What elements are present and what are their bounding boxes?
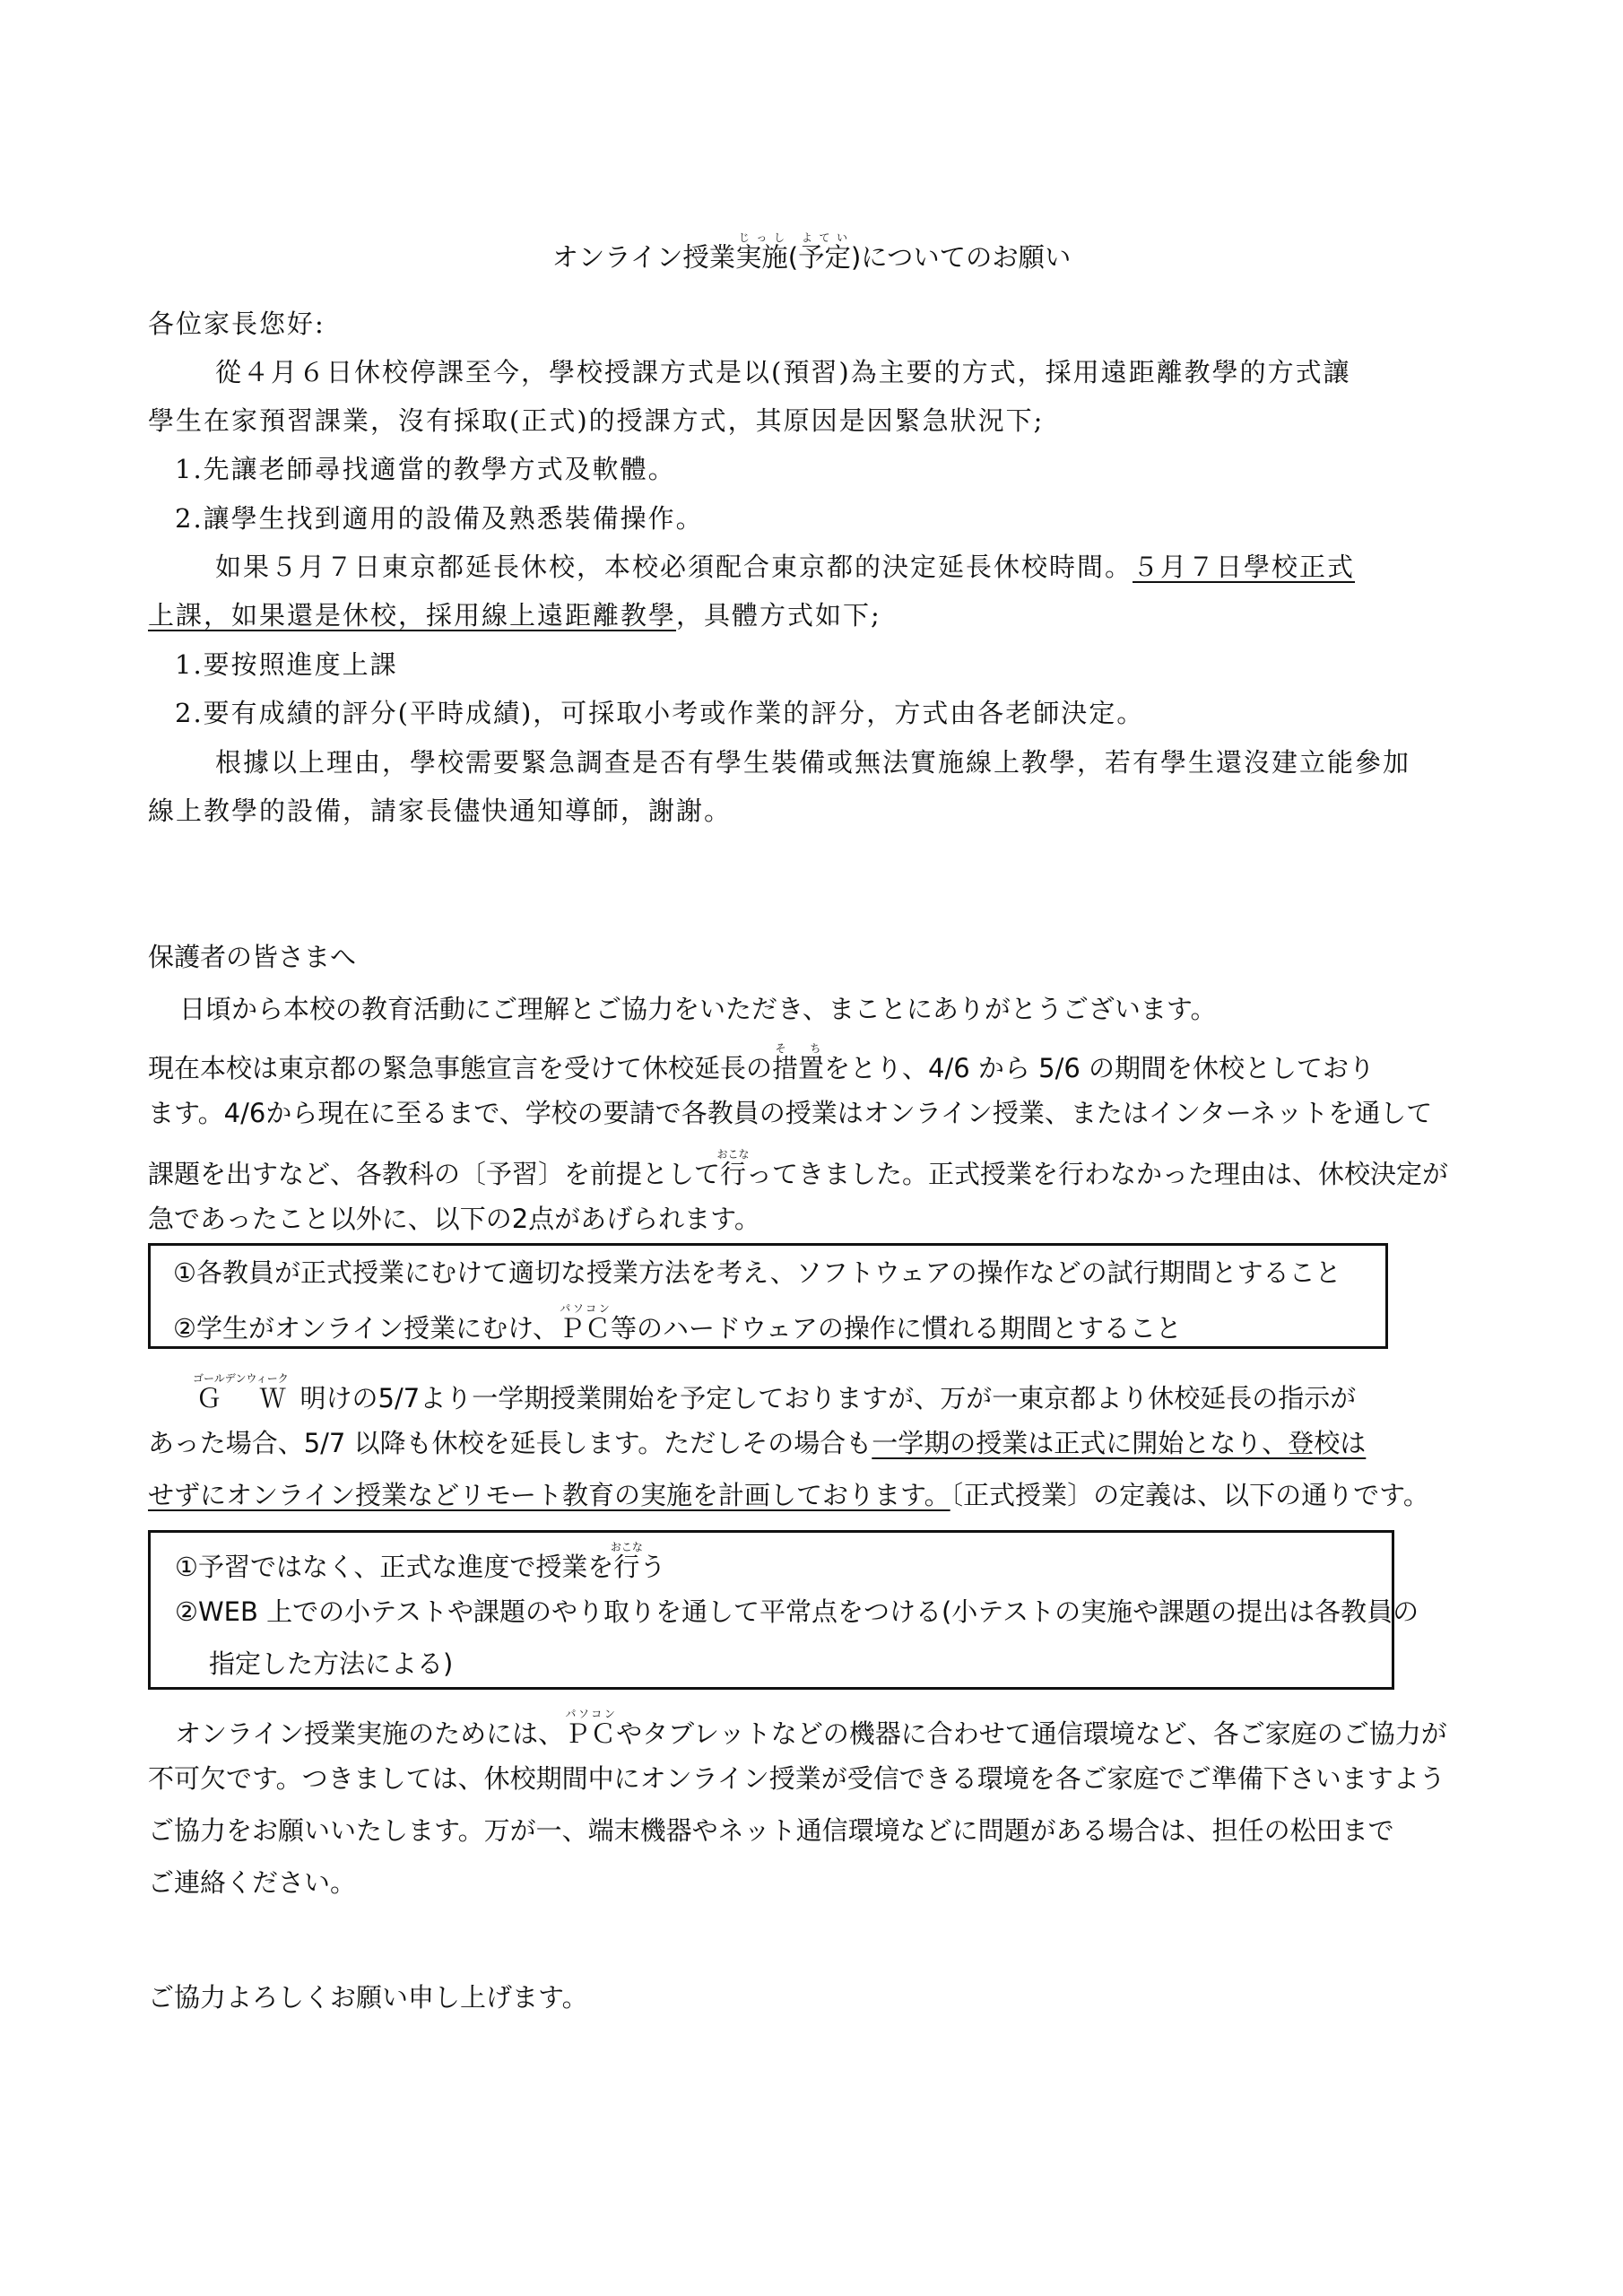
title-pre: オンライン授業 (551, 242, 736, 273)
title-open-paren: ( (787, 242, 799, 273)
title-post: )についてのお願い (850, 242, 1072, 273)
japanese-line: ます。4/6から現在に至るまで、学校の要請で各教員の授業はオンライン授業、またはインターネットを通して (148, 1098, 1433, 1128)
japanese-line: あった場合、5/7 以降も休校を延長します。ただしその場合も一学期の授業は正式に開始となり、登校は (148, 1428, 1367, 1458)
underlined-text: 一学期の授業は正式に開始となり、登校は (872, 1428, 1367, 1458)
japanese-line: 日頃から本校の教育活動にご理解とご協力をいただき、まことにありがとうございます。 (179, 994, 1217, 1024)
ruby-pc: ＰＣパソコン (564, 1708, 617, 1749)
japanese-line: 課題を出すなど、各教科の〔予習〕を前提として行おこなってきました。正式授業を行わなかった理由は、休校決定が (148, 1148, 1449, 1189)
chinese-p3-line2: 線上教學的設備，請家長儘快通知導師，謝謝。 (148, 796, 733, 826)
ruby-gw: Ｇ Ｗゴールデンウィーク (193, 1372, 289, 1413)
title-yotei: 予定よてい (798, 231, 851, 273)
chinese-underlined-text: ５月７日學校正式 (1133, 552, 1356, 582)
japanese-line: 不可欠です。つきましては、休校期間中にオンライン授業が受信できる環境を各ご家庭でご準備下さいますよう (148, 1763, 1445, 1794)
definition-item: ①予習ではなく、正式な進度で授業を行おこなう (175, 1541, 666, 1582)
underlined-text: せずにオンライン授業などリモート教育の実施を計画しております。 (148, 1480, 950, 1510)
japanese-line: ご連絡ください。 (148, 1867, 357, 1898)
japanese-line: せずにオンライン授業などリモート教育の実施を計画しております。〔正式授業〕の定義は、以下の通りです。 (148, 1480, 1429, 1510)
japanese-greeting: 保護者の皆さまへ (148, 942, 357, 972)
chinese-p1-line1: 從４月６日休校停課至今，學校授課方式是以(預習)為主要的方式，採用遠距離教學的方式讓 (215, 357, 1351, 387)
chinese-underlined-text: 上課，如果還是休校，採用線上遠距離教學 (148, 600, 677, 631)
japanese-line: ご協力をお願いいたします。万が一、端末機器やネット通信環境などに問題がある場合は、担任の松田まで (148, 1815, 1394, 1846)
title-jisshi-ruby: じっし (735, 231, 788, 244)
title-yotei-ruby: よてい (798, 231, 851, 244)
closing-line: ご協力よろしくお願い申し上げます。 (148, 1982, 588, 2013)
reasons-item: ①各教員が正式授業にむけて適切な授業方法を考え、ソフトウェアの操作などの試行期間とすること (173, 1257, 1341, 1288)
reasons-item: ②学生がオンライン授業にむけ、ＰＣパソコン等のハードウェアの操作に慣れる期間とすること (173, 1302, 1182, 1344)
chinese-list-item: 2.要有成績的評分(平時成績)，可採取小考或作業的評分，方式由各老師決定。 (175, 698, 1145, 728)
japanese-line: Ｇ Ｗゴールデンウィーク明けの5/7より一学期授業開始を予定しておりますが、万が一東京都より休校延長の指示が (193, 1372, 1357, 1413)
chinese-list-item: 2.讓學生找到適用的設備及熟悉裝備操作。 (175, 503, 704, 534)
chinese-p1-line2: 學生在家預習課業，沒有採取(正式)的授課方式，其原因是因緊急狀況下; (148, 405, 1045, 436)
definition-item: 指定した方法による) (209, 1648, 454, 1679)
chinese-greeting: 各位家長您好: (148, 309, 325, 339)
japanese-line: オンライン授業実施のためには、ＰＣパソコンやタブレットなどの機器に合わせて通信環境など、各ご家庭のご協力が (175, 1708, 1447, 1749)
chinese-p3-line1: 根據以上理由，學校需要緊急調查是否有學生裝備或無法實施線上教學，若有學生還沒建立能參加 (215, 747, 1411, 778)
chinese-list-item: 1.先讓老師尋找適當的教學方式及軟體。 (175, 454, 676, 484)
chinese-p2-line2: 上課，如果還是休校，採用線上遠距離教學，具體方式如下; (148, 600, 881, 631)
ruby-okona: 行おこな (610, 1541, 643, 1582)
japanese-line: 急であったこと以外に、以下の2点があげられます。 (148, 1204, 760, 1234)
ruby-sochi: 措置そ ち (772, 1042, 825, 1083)
chinese-p2-line1: 如果５月７日東京都延長休校，本校必須配合東京都的決定延長休校時間。５月７日學校正式 (215, 552, 1356, 582)
ruby-pc: ＰＣパソコン (558, 1302, 611, 1344)
japanese-line: 現在本校は東京都の緊急事態宣言を受けて休校延長の措置そ ちをとり、4/6 から 5/6 の期間を休校としており (148, 1042, 1376, 1083)
definition-item: ②WEB 上での小テストや課題のやり取りを通して平常点をつける(小テストの実施や課題の提出は各教員の (175, 1596, 1419, 1627)
title-jisshi: 実施じっし (735, 231, 788, 273)
chinese-list-item: 1.要按照進度上課 (175, 649, 398, 680)
ruby-okona: 行おこな (716, 1148, 750, 1189)
page-title (0, 231, 1623, 274)
